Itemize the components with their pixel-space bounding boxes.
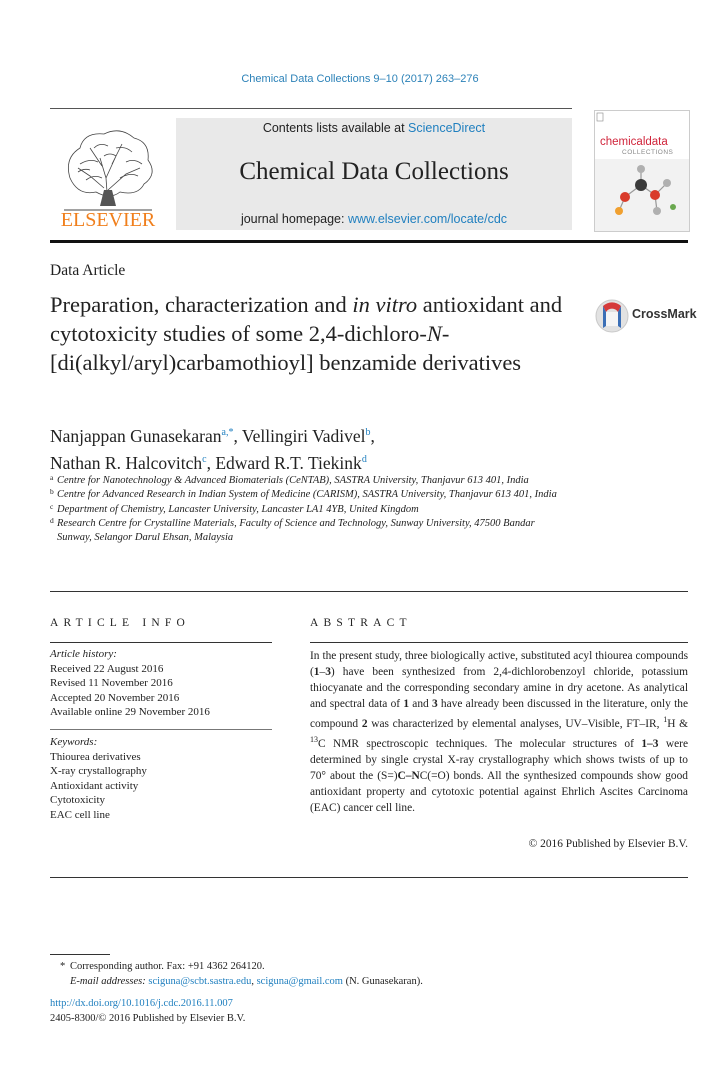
affil-mark: d xyxy=(50,515,54,525)
keyword: X-ray crystallography xyxy=(50,765,147,777)
journal-title: Chemical Data Collections xyxy=(239,158,509,185)
email-note xyxy=(50,974,570,989)
author-name[interactable]: Nathan R. Halcovitch xyxy=(50,453,203,473)
title-part: -[di(alkyl/aryl)carbamothioyl] benzamide derivatives xyxy=(50,321,522,375)
footnotes xyxy=(50,959,570,1026)
author-affil-mark[interactable]: b xyxy=(365,427,371,438)
keyword: Cytotoxicity xyxy=(50,794,105,806)
abstract-seg: C(=O) bonds. All the synthesized compounds show good antioxidant property and cytotoxic potential against Ehrlich Ascites Carcinoma (EAC) cancer cell line. xyxy=(310,769,688,814)
affil-text: Centre for Advanced Research in Indian System of Medicine (CARISM), SASTRA University, Thanjavur 613 401, India xyxy=(57,489,557,501)
revised-date: Revised 11 November 2016 xyxy=(50,677,173,689)
crossmark-label: CrossMark xyxy=(632,307,697,321)
issn-line: 2405-8300/© 2016 Published by Elsevier B.V. xyxy=(50,1013,246,1024)
abstract-seg: and xyxy=(409,698,432,710)
abstract-seg: H & xyxy=(667,717,689,730)
received-date: Received 22 August 2016 xyxy=(50,662,164,675)
affiliation-list xyxy=(50,474,570,545)
doi-line xyxy=(50,996,570,1011)
email-link[interactable]: sciguna@scbt.sastra.edu xyxy=(148,976,252,987)
author-sep: , xyxy=(233,426,242,446)
elsevier-wordmark: ELSEVIER xyxy=(60,209,156,230)
keyword: Antioxidant activity xyxy=(50,779,139,792)
affil-mark: a xyxy=(50,473,54,482)
section-rule xyxy=(50,591,688,592)
title-part: Preparation, characterization and xyxy=(50,292,353,317)
cover-logo-line2: COLLECTIONS xyxy=(622,149,674,156)
author-affil-mark[interactable]: c xyxy=(202,454,207,465)
author-affil-mark[interactable]: a,* xyxy=(221,427,234,438)
journal-banner xyxy=(176,118,572,230)
compound-ref: 2 xyxy=(361,717,368,730)
affiliation xyxy=(50,488,570,502)
author-affil-mark[interactable]: d xyxy=(361,454,367,465)
keywords xyxy=(50,735,272,822)
corresponding-mark: * xyxy=(60,961,66,972)
email-suffix: (N. Gunasekaran). xyxy=(342,976,423,987)
article-title xyxy=(50,290,570,377)
cover-logo-line1: chemicaldata xyxy=(600,136,668,148)
compound-ref: 1 xyxy=(313,666,320,678)
article-history xyxy=(50,647,272,720)
isotope-sup: 13 xyxy=(310,734,318,744)
abstract-heading: ABSTRACT xyxy=(310,617,412,629)
abstract-seg: In the present study, three biologically active, substituted acyl thiourea compounds ( xyxy=(310,650,688,678)
author-name[interactable]: Nanjappan Gunasekaran xyxy=(50,426,222,446)
author-name[interactable]: Edward R.T. Tiekink xyxy=(215,453,362,473)
abstract-seg: were determined by single crystal X-ray crystallography which shows twists of up to 70° about the (S=) xyxy=(310,737,688,782)
author-sep: , xyxy=(370,426,375,446)
affiliation xyxy=(50,474,570,488)
abstract-text xyxy=(310,648,688,816)
available-date: Available online 29 November 2016 xyxy=(50,706,210,718)
homepage-line xyxy=(176,212,572,226)
sciencedirect-link[interactable]: ScienceDirect xyxy=(408,121,486,135)
accepted-date: Accepted 20 November 2016 xyxy=(50,691,180,704)
abstract-seg: ) have been synthesized from 2,4-dichlorobenzoyl chloride, potassium thiocyanate and the corresponding secondary amine in dry acetone. As analytical and spectral data of xyxy=(310,666,688,710)
affil-text: Department of Chemistry, Lancaster University, Lancaster LA1 4YB, United Kingdom xyxy=(57,503,419,515)
homepage-prefix: journal homepage: xyxy=(240,212,348,226)
header-rule xyxy=(50,108,572,109)
abstract-rule xyxy=(310,642,688,643)
bottom-rule xyxy=(50,877,688,878)
homepage-link[interactable]: www.elsevier.com/locate/cdc xyxy=(347,212,508,226)
compound-ref: 1 xyxy=(403,698,410,710)
affil-text: Centre for Nanotechnology & Advanced Biomaterials (CeNTAB), SASTRA University, Thanjavur 613 401, India xyxy=(57,475,529,486)
author-list xyxy=(50,421,590,475)
corresponding-text: Corresponding author. Fax: +91 4362 264120. xyxy=(70,961,265,972)
title-italic: in vitro xyxy=(352,292,418,317)
journal-cover[interactable] xyxy=(594,110,690,232)
abstract-copyright: © 2016 Published by Elsevier B.V. xyxy=(528,838,688,850)
affiliation xyxy=(50,517,570,546)
crossmark-button[interactable] xyxy=(594,298,697,332)
email-sep: , xyxy=(251,976,257,987)
affiliation xyxy=(50,503,570,517)
bond-ref: C–N xyxy=(397,769,420,782)
keywords-label: Keywords: xyxy=(50,736,98,748)
keywords-rule xyxy=(50,729,272,730)
compound-ref: 3 xyxy=(431,698,438,710)
article-info-heading: ARTICLE INFO xyxy=(50,617,190,629)
compound-ref: 3 xyxy=(325,666,331,678)
author-sep: , xyxy=(206,453,216,473)
contents-prefix: Contents lists available at xyxy=(262,121,409,135)
journal-citation[interactable]: Chemical Data Collections 9–10 (2017) 263–276 xyxy=(241,73,479,85)
abstract-seg: have already been discussed in the literature, only the compound xyxy=(310,698,688,730)
compound-ref: 1–3 xyxy=(641,737,659,750)
keyword: EAC cell line xyxy=(50,808,110,821)
affil-mark: b xyxy=(50,487,54,497)
history-label: Article history: xyxy=(50,648,117,660)
header-thick-rule xyxy=(50,240,688,243)
elsevier-logo[interactable] xyxy=(50,118,166,230)
affil-text: Research Centre for Crystalline Materials, Faculty of Science and Technology, Sunway University, 47500 Bandar Sunway, Selangor Darul Ehsan, Malaysia xyxy=(57,517,535,544)
title-italic: N xyxy=(426,321,442,346)
affil-mark: c xyxy=(50,501,54,511)
contents-line xyxy=(176,121,572,135)
abstract-seg: was characterized by elemental analyses, UV–Visible, FT–IR, xyxy=(367,717,664,730)
isotope-sup: 1 xyxy=(663,715,668,724)
article-type: Data Article xyxy=(50,262,126,279)
abstract-seg: – xyxy=(319,666,326,678)
author-name[interactable]: Vellingiri Vadivel xyxy=(241,426,366,446)
abstract-seg: C NMR spectroscopic techniques. The molecular structures of xyxy=(318,737,642,750)
doi-link[interactable]: http://dx.doi.org/10.1016/j.cdc.2016.11.007 xyxy=(50,998,233,1009)
corresponding-note xyxy=(50,959,570,974)
footnote-rule xyxy=(50,954,110,955)
title-part: antioxidant and cytotoxicity studies of some 2,4-dichloro- xyxy=(50,292,563,346)
email-link[interactable]: sciguna@gmail.com xyxy=(256,976,343,987)
article-info-rule xyxy=(50,642,272,643)
email-label: E-mail addresses: xyxy=(70,976,146,987)
keyword: Thiourea derivatives xyxy=(50,750,141,763)
